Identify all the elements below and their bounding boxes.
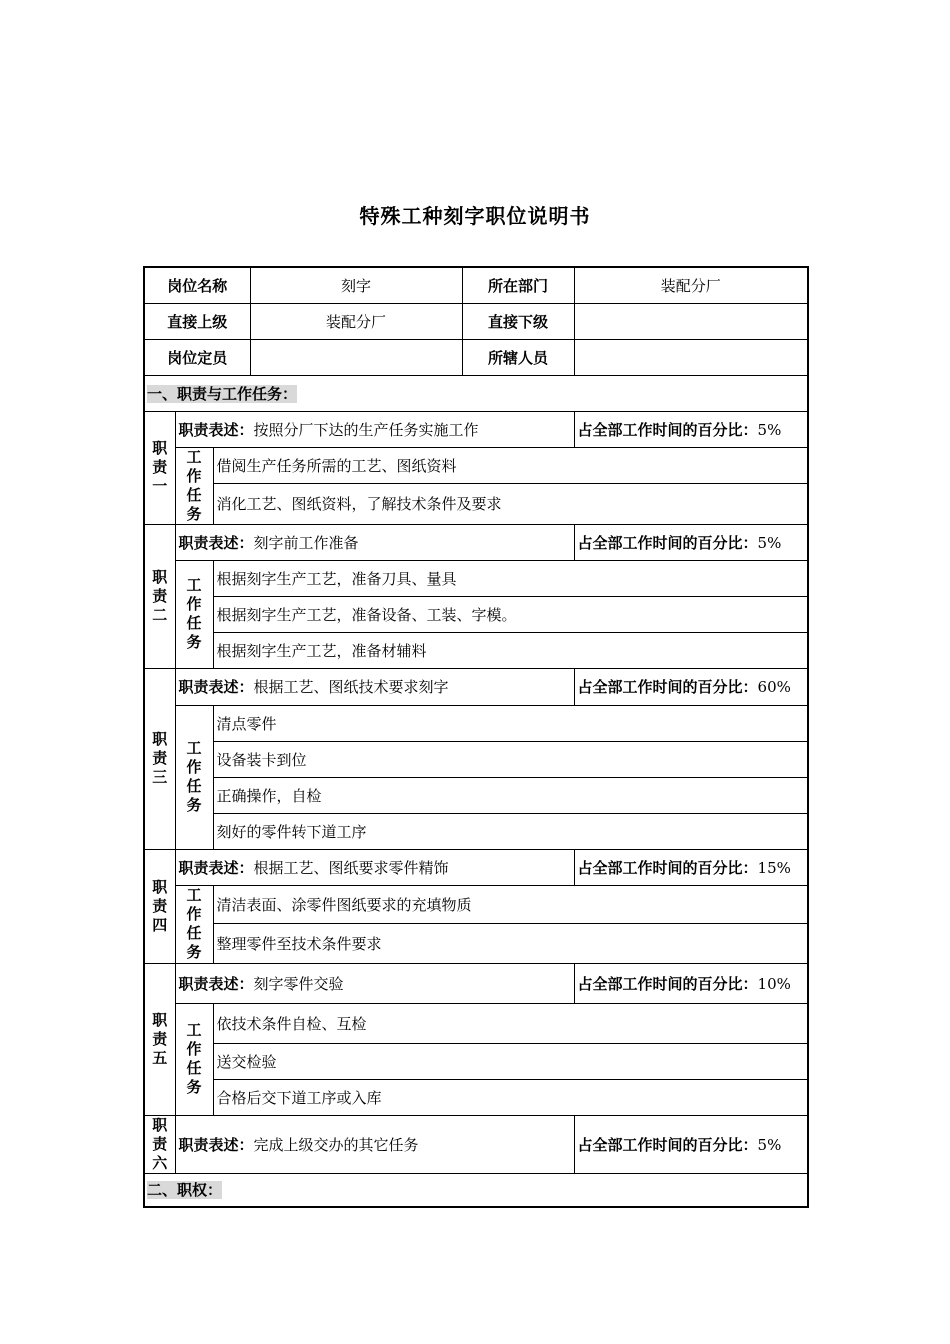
duty-desc-row [144,668,808,705]
section-header-row [144,375,808,411]
task-text: 根据刻字生产工艺，准备刀具、量具 [213,560,808,596]
task-label-char: 工 [186,739,202,757]
task-label-char: 务 [186,633,202,651]
duty-name-char: 职 [152,567,168,586]
duty-percentage [574,849,808,885]
task-label [175,560,213,668]
duty-percentage [574,411,808,447]
section2-title-text: 二、职权： [147,1181,223,1200]
info-row [144,267,808,303]
task-label [175,1003,213,1115]
task-label-char: 作 [186,1040,202,1058]
duty-desc-label: 职责表述： [178,420,254,439]
task-label-char: 作 [186,466,202,485]
subordinate-value [574,303,808,339]
task-label-char: 任 [186,614,202,632]
duty-name-char: 责 [152,1134,168,1153]
duty-name-char: 职 [152,439,168,457]
task-text: 清点零件 [213,705,808,741]
superior-value: 装配分厂 [250,303,462,339]
task-text: 消化工艺、图纸资料，了解技术条件及要求 [213,483,808,524]
section1-title: 一、职责与工作任务： [144,375,808,411]
duty-name-char: 六 [152,1153,168,1172]
duty-name-char: 五 [152,1048,168,1067]
task-label-char: 作 [186,595,202,613]
task-label-char: 务 [186,1078,202,1096]
duty-desc-label: 职责表述： [178,858,254,877]
duty-name-char: 二 [152,605,168,624]
duty-desc-text: 按照分厂下达的生产任务实施工作 [253,420,479,439]
duty-name-char: 职 [152,877,168,896]
task-row [144,1079,808,1115]
pct-value: 5% [757,420,782,439]
duty-percentage [574,524,808,560]
task-text: 刻好的零件转下道工序 [213,813,808,849]
duty-desc-text: 刻字零件交验 [253,974,344,993]
duty-desc-text: 根据工艺、图纸要求零件精饰 [253,858,449,877]
task-label-char: 务 [186,943,202,961]
task-text: 正确操作，自检 [213,777,808,813]
subordinate-label: 直接下级 [462,303,574,339]
task-text: 借阅生产任务所需的工艺、图纸资料 [213,447,808,483]
duty-description [175,849,574,885]
task-text: 根据刻字生产工艺，准备材辅料 [213,632,808,668]
pct-label: 占全部工作时间的百分比： [577,533,758,552]
task-label-char: 任 [186,924,202,942]
pct-value: 10% [757,974,791,993]
duty-name-char: 责 [152,749,168,767]
pct-value: 5% [757,533,782,552]
task-row [144,447,808,483]
duty-percentage [574,668,808,705]
task-text: 合格后交下道工序或入库 [213,1079,808,1115]
department-value: 装配分厂 [574,267,808,303]
duty-name-char: 责 [152,1029,168,1048]
task-row [144,596,808,632]
duty-name-char: 责 [152,586,168,605]
duty-name-char: 一 [152,477,168,495]
duty-description [175,963,574,1003]
page-title: 特殊工种刻字职位说明书 [359,204,591,228]
duty-name [144,963,175,1115]
duty-description [175,411,574,447]
task-label-char: 工 [186,1021,202,1039]
section-header-row [144,1173,808,1207]
position-name-value: 刻字 [250,267,462,303]
task-row [144,1003,808,1043]
task-text: 清洁表面、涂零件图纸要求的充填物质 [213,885,808,923]
task-label-char: 作 [186,905,202,923]
task-text: 送交检验 [213,1043,808,1079]
task-row [144,885,808,923]
task-label [175,705,213,849]
duty-name [144,668,175,849]
task-row [144,483,808,524]
duty-percentage [574,963,808,1003]
staff-value [574,339,808,375]
duty-name [144,524,175,668]
duty-desc-label: 职责表述： [178,1135,254,1154]
task-row [144,632,808,668]
task-text: 设备装卡到位 [213,741,808,777]
duty-desc-row [144,849,808,885]
pct-label: 占全部工作时间的百分比： [577,678,758,696]
pct-label: 占全部工作时间的百分比： [577,420,758,439]
task-label-char: 任 [186,485,202,504]
pct-value: 5% [757,1135,782,1154]
duty-name-char: 职 [152,1115,168,1134]
position-name-label: 岗位名称 [144,267,250,303]
task-text: 依技术条件自检、互检 [213,1003,808,1043]
task-text: 整理零件至技术条件要求 [213,923,808,963]
duty-name [144,849,175,963]
task-label-char: 工 [186,447,202,466]
duty-desc-row [144,411,808,447]
task-label [175,885,213,963]
duty-desc-row [144,1115,808,1173]
department-label: 所在部门 [462,267,574,303]
info-row [144,303,808,339]
staff-label: 所辖人员 [462,339,574,375]
pct-label: 占全部工作时间的百分比： [577,1135,758,1154]
duty-desc-text: 完成上级交办的其它任务 [253,1135,419,1154]
task-label-char: 务 [186,796,202,814]
duty-name [144,411,175,524]
section2-title [144,1173,808,1207]
headcount-value [250,339,462,375]
duty-name-char: 职 [152,1010,168,1029]
duty-description [175,524,574,560]
task-label-char: 任 [186,1059,202,1077]
task-row [144,560,808,596]
duty-desc-text: 刻字前工作准备 [253,533,359,552]
task-label-char: 务 [186,504,202,523]
task-label-char: 工 [186,886,202,904]
duty-description [175,668,574,705]
duty-desc-label: 职责表述： [178,678,254,696]
task-label [175,447,213,524]
headcount-label: 岗位定员 [144,339,250,375]
duty-desc-row [144,524,808,560]
duty-name-char: 责 [152,896,168,915]
pct-value: 60% [757,678,791,696]
task-label-char: 任 [186,777,202,795]
duty-desc-label: 职责表述： [178,533,254,552]
task-row [144,705,808,741]
job-description-table [143,266,809,1208]
task-row [144,741,808,777]
duty-name-char: 职 [152,730,168,748]
duty-name-char: 责 [152,458,168,476]
duty-name [144,1115,175,1173]
task-text: 根据刻字生产工艺，准备设备、工装、字模。 [213,596,808,632]
task-row [144,923,808,963]
task-label-char: 作 [186,758,202,776]
info-row [144,339,808,375]
pct-label: 占全部工作时间的百分比： [577,974,758,993]
duty-description [175,1115,574,1173]
pct-value: 15% [757,858,791,877]
duty-desc-text: 根据工艺、图纸技术要求刻字 [253,678,449,696]
duty-desc-label: 职责表述： [178,974,254,993]
superior-label: 直接上级 [144,303,250,339]
duty-percentage [574,1115,808,1173]
duty-name-char: 四 [152,915,168,934]
task-row [144,813,808,849]
pct-label: 占全部工作时间的百分比： [577,858,758,877]
task-row [144,1043,808,1079]
duty-name-char: 三 [152,768,168,786]
task-label-char: 工 [186,576,202,594]
task-row [144,777,808,813]
duty-desc-row [144,963,808,1003]
